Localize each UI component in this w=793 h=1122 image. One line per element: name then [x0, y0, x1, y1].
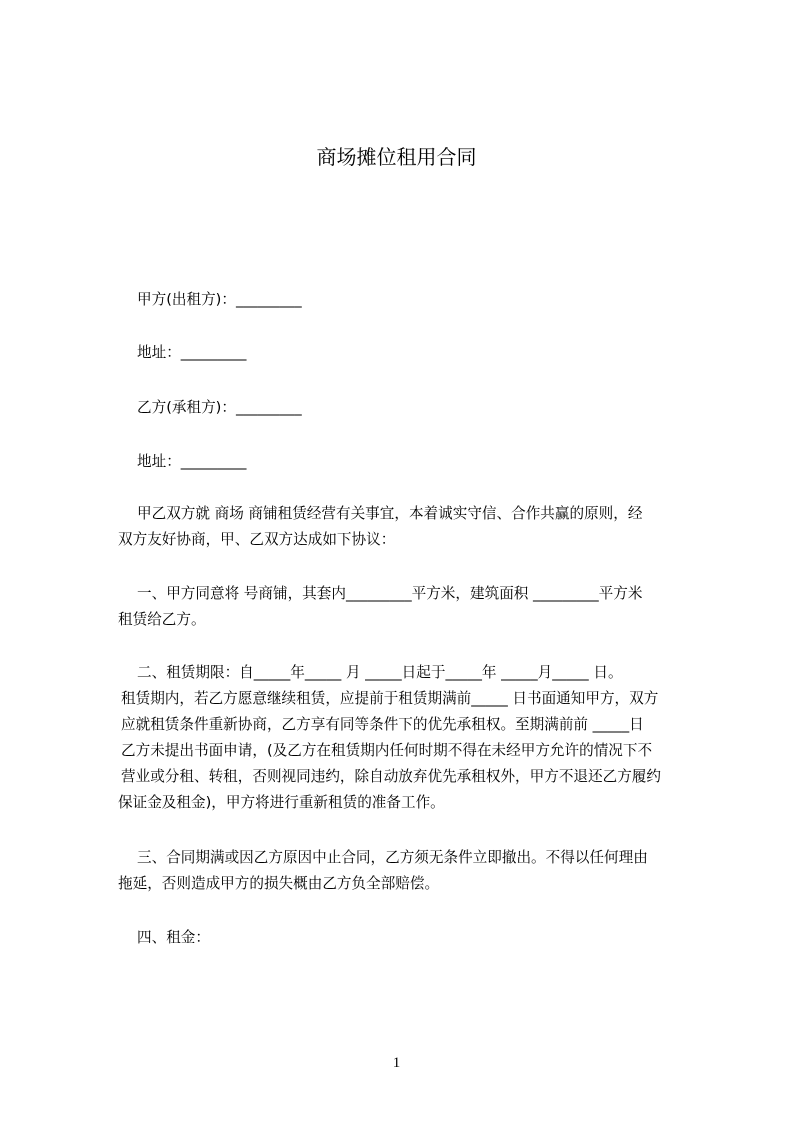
clause-2-line: 应就租赁条件重新协商，乙方享有同等条件下的优先承租权。至期满前前 _____日	[121, 716, 644, 733]
party-b: 乙方(承租方)：_________	[137, 399, 302, 416]
clause-3-line: 拖延，否则造成甲方的损失概由乙方负全部赔偿。	[118, 875, 440, 892]
clause-2-line: 保证金及租金)，甲方将进行重新租赁的准备工作。	[118, 794, 445, 811]
clause-1-line: 租赁给乙方。	[118, 611, 206, 628]
clause-1-line: 一、甲方同意将 号商铺，其套内_________平方米，建筑面积 _________平方米	[137, 585, 643, 602]
clause-2-line: 二、租赁期限：自_____年_____ 月 _____日起于_____年 _____月_____ 日。	[137, 664, 623, 681]
document-title: 商场摊位租用合同	[316, 145, 477, 169]
party-a: 甲方(出租方)：_________	[137, 291, 302, 308]
clause-4-heading: 四、租金：	[137, 929, 210, 946]
intro-line: 双方友好协商，甲、乙双方达成如下协议：	[118, 531, 396, 548]
party-b-address: 地址：_________	[137, 453, 247, 470]
clause-2-line: 营业或分租、转租，否则视同违约，除自动放弃优先承租权外，甲方不退还乙方履约	[121, 768, 661, 785]
clause-2-line: 乙方未提出书面申请，(及乙方在租赁期内任何时期不得在未经甲方允许的情况下不	[121, 742, 653, 759]
party-a-address: 地址：_________	[137, 344, 247, 361]
clause-2-line: 租赁期内，若乙方愿意继续租赁，应提前于租赁期满前_____ 日书面通知甲方，双方	[121, 690, 659, 707]
clause-3-line: 三、合同期满或因乙方原因中止合同，乙方须无条件立即撤出。不得以任何理由	[137, 849, 648, 866]
page-number: 1	[392, 1055, 401, 1071]
intro-line: 甲乙双方就 商场 商铺租赁经营有关事宜，本着诚实守信、合作共赢的原则，经	[137, 505, 643, 522]
